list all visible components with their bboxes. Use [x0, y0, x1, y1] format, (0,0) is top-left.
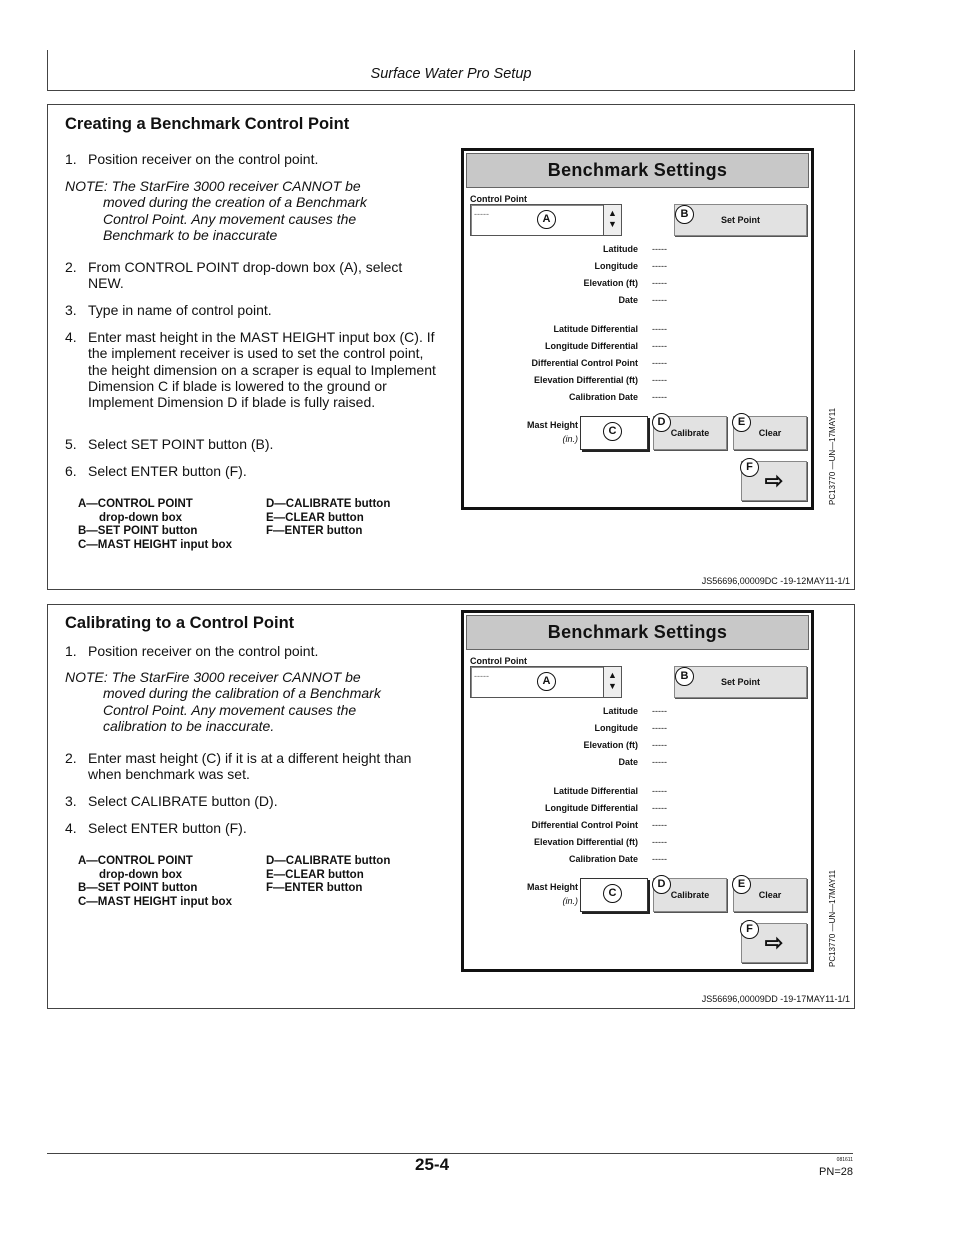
field-value: -----: [652, 295, 667, 305]
section-title: Calibrating to a Control Point: [65, 614, 295, 632]
mast-height-unit: (in.): [562, 434, 578, 444]
field-label: Differential Control Point: [531, 358, 638, 368]
legend-c: C—MAST HEIGHT input box: [78, 538, 232, 551]
screen-title: Benchmark Settings: [466, 153, 809, 188]
section-calibrate: [47, 604, 855, 1009]
callout-legend: [78, 498, 438, 552]
step-text: Select ENTER button (F).: [88, 463, 247, 479]
note-first-line: NOTE: The StarFire 3000 receiver CANNOT be: [65, 178, 361, 194]
field-value: -----: [652, 854, 667, 864]
step-text: Enter mast height (C) if it is at a different height than when benchmark was set.: [88, 750, 412, 783]
legend-b: B—SET POINT button: [78, 882, 198, 894]
note-first-line: NOTE: The StarFire 3000 receiver CANNOT be: [65, 669, 361, 685]
set-point-label: Set Point: [720, 215, 760, 225]
step-number: 3.: [65, 302, 77, 318]
set-point-button[interactable]: [674, 666, 807, 698]
section-title: Creating a Benchmark Control Point: [65, 115, 350, 133]
step-number: 4.: [65, 329, 77, 345]
step: [65, 820, 445, 836]
field-label: Longitude Differential: [545, 341, 638, 351]
step: [65, 151, 445, 167]
page-header: [47, 50, 855, 91]
field-value: -----: [652, 261, 667, 271]
field-value: -----: [652, 723, 667, 733]
mast-height-label: Mast Height: [526, 420, 578, 430]
field-label: Latitude Differential: [553, 786, 638, 796]
legend-e: E—CLEAR button: [266, 511, 364, 524]
field-label: Longitude Differential: [545, 803, 638, 813]
doc-id: JS56696,00009DC -19-12MAY11-1/1: [701, 576, 850, 586]
step-number: 4.: [65, 820, 77, 836]
field-value: -----: [652, 820, 667, 830]
step-number: 6.: [65, 463, 77, 479]
field-label: Latitude Differential: [553, 324, 638, 334]
field-value: -----: [652, 740, 667, 750]
legend-d: D—CALIBRATE button: [266, 855, 391, 867]
step-text: Position receiver on the control point.: [88, 643, 319, 659]
step-number: 5.: [65, 436, 77, 452]
step: [65, 329, 445, 410]
step: [65, 463, 445, 479]
field-value: -----: [652, 757, 667, 767]
field-value: -----: [652, 244, 667, 254]
dropdown-arrows-icon: ▲ ▼: [603, 667, 621, 697]
callout-f: F: [740, 920, 759, 939]
note-rest: moved during the creation of a Benchmark Control Point. Any movement causes the Benchmark to be inaccurate: [103, 194, 367, 243]
mast-height-unit: (in.): [562, 896, 578, 906]
field-label: Differential Control Point: [531, 820, 638, 830]
set-point-button[interactable]: [674, 204, 807, 236]
calibrate-label: Calibrate: [670, 428, 710, 438]
dropdown-value: -----: [474, 209, 489, 219]
step-text: Enter mast height in the MAST HEIGHT input box (C). If the implement receiver is used to set the control point, the height dimension on a scraper is equal to Implement Dimension C if blade is lowered to the ground or Implement Dimension D if blade is fully raised.: [88, 329, 436, 411]
legend-b: B—SET POINT button: [78, 525, 198, 537]
callout-b: B: [675, 205, 694, 224]
page-number: 25-4: [415, 1155, 450, 1174]
doc-id: JS56696,00009DD -19-17MAY11-1/1: [701, 994, 850, 1004]
step-text: Select SET POINT button (B).: [88, 436, 274, 452]
field-value: -----: [652, 324, 667, 334]
calibrate-label: Calibrate: [670, 890, 710, 900]
field-value: -----: [652, 837, 667, 847]
note: [65, 669, 445, 734]
step-number: 1.: [65, 151, 77, 167]
legend-a-cont: drop-down box: [99, 511, 183, 524]
step-text: Type in name of control point.: [88, 302, 272, 318]
field-value: -----: [652, 278, 667, 288]
callout-a: A: [537, 672, 556, 691]
control-point-label: Control Point: [470, 656, 527, 666]
footer-pn: PN=28: [819, 1166, 853, 1178]
step: [65, 750, 445, 783]
legend-d: D—CALIBRATE button: [266, 498, 391, 510]
legend-a-cont: drop-down box: [99, 868, 183, 881]
field-label: Date: [618, 757, 638, 767]
footer-rule: [47, 1153, 853, 1154]
legend-e: E—CLEAR button: [266, 868, 364, 881]
set-point-label: Set Point: [720, 677, 760, 687]
benchmark-settings-screen: [461, 610, 814, 972]
step-number: 2.: [65, 259, 77, 275]
callout-a: A: [537, 210, 556, 229]
footer-code: 081611: [836, 1157, 853, 1163]
callout-legend: [78, 855, 438, 909]
field-label: Latitude: [603, 706, 638, 716]
figure-id: PC13770 —UN—17MAY11: [828, 869, 837, 967]
field-value: -----: [652, 341, 667, 351]
callout-e: E: [732, 875, 751, 894]
field-value: -----: [652, 706, 667, 716]
field-label: Elevation (ft): [583, 740, 638, 750]
enter-arrow-icon: ⇨: [764, 930, 784, 955]
enter-arrow-icon: ⇨: [764, 468, 784, 493]
step: [65, 643, 445, 659]
legend-a: A—CONTROL POINT: [78, 498, 193, 510]
step-number: 1.: [65, 643, 77, 659]
step: [65, 302, 445, 318]
clear-label: Clear: [758, 428, 782, 438]
header-title: Surface Water Pro Setup: [370, 66, 532, 82]
step-number: 3.: [65, 793, 77, 809]
note-rest: moved during the calibration of a Benchmark Control Point. Any movement causes the calibration to be inaccurate.: [103, 685, 381, 734]
control-point-label: Control Point: [470, 194, 527, 204]
step-text: Position receiver on the control point.: [88, 151, 319, 167]
field-value: -----: [652, 786, 667, 796]
field-label: Elevation (ft): [583, 278, 638, 288]
field-value: -----: [652, 375, 667, 385]
field-label: Date: [618, 295, 638, 305]
figure-id: PC13770 —UN—17MAY11: [828, 407, 837, 505]
field-label: Longitude: [594, 261, 638, 271]
callout-e: E: [732, 413, 751, 432]
callout-c: C: [603, 422, 622, 441]
field-label: Calibration Date: [568, 854, 638, 864]
field-value: -----: [652, 803, 667, 813]
field-label: Elevation Differential (ft): [533, 837, 638, 847]
clear-label: Clear: [758, 890, 782, 900]
step-text: Select ENTER button (F).: [88, 820, 247, 836]
field-label: Elevation Differential (ft): [533, 375, 638, 385]
benchmark-settings-screen: [461, 148, 814, 510]
dropdown-value: -----: [474, 671, 489, 681]
legend-a: A—CONTROL POINT: [78, 855, 193, 867]
legend-f: F—ENTER button: [266, 882, 363, 894]
note: [65, 178, 445, 243]
field-label: Calibration Date: [568, 392, 638, 402]
callout-d: D: [652, 875, 671, 894]
callout-c: C: [603, 884, 622, 903]
step: [65, 259, 445, 292]
field-label: Longitude: [594, 723, 638, 733]
step: [65, 793, 445, 809]
legend-f: F—ENTER button: [266, 525, 363, 537]
step: [65, 436, 445, 452]
field-label: Latitude: [603, 244, 638, 254]
field-value: -----: [652, 358, 667, 368]
field-value: -----: [652, 392, 667, 402]
step-text: From CONTROL POINT drop-down box (A), select NEW.: [88, 259, 403, 292]
step-number: 2.: [65, 750, 77, 766]
mast-height-label: Mast Height: [526, 882, 578, 892]
callout-f: F: [740, 458, 759, 477]
screen-title: Benchmark Settings: [466, 615, 809, 650]
section-create-benchmark: [47, 104, 855, 590]
step-text: Select CALIBRATE button (D).: [88, 793, 278, 809]
callout-b: B: [675, 667, 694, 686]
legend-c: C—MAST HEIGHT input box: [78, 895, 232, 908]
dropdown-arrows-icon: ▲ ▼: [603, 205, 621, 235]
callout-d: D: [652, 413, 671, 432]
